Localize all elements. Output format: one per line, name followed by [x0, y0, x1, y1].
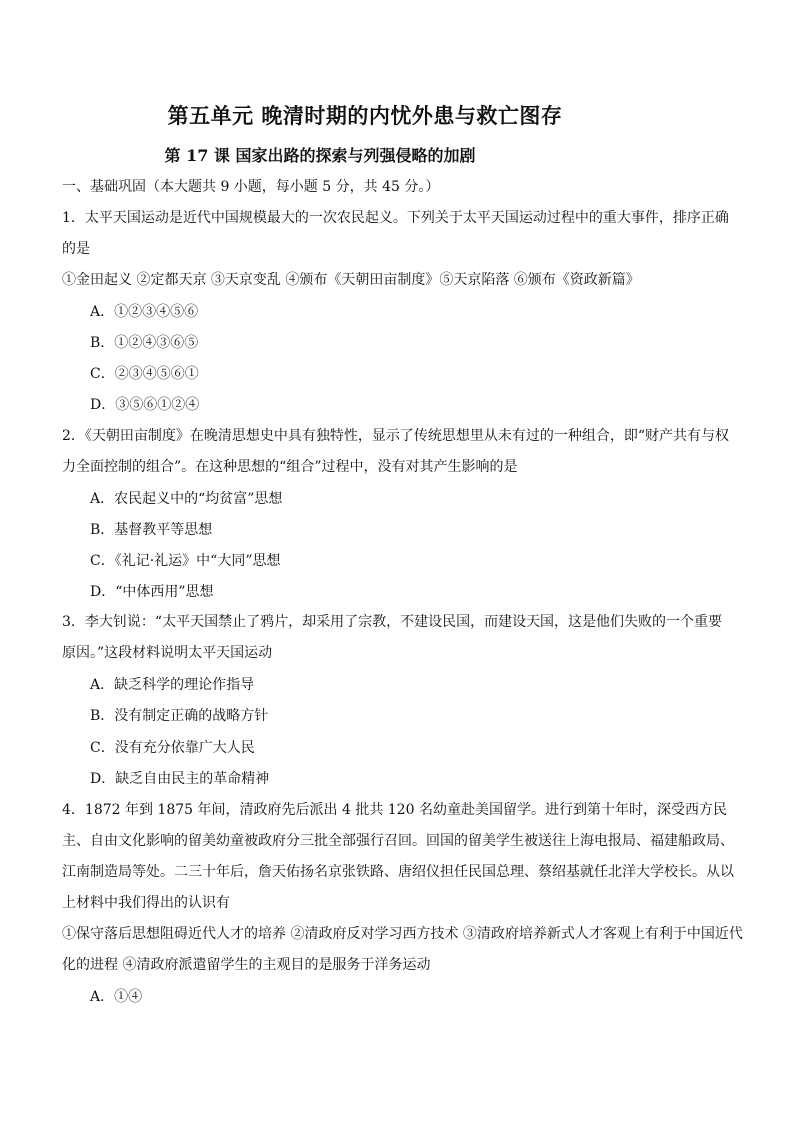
question-3-option-b: B．没有制定正确的战略方针 [90, 708, 269, 724]
question-1-option-c: C．②③④⑤⑥① [90, 366, 199, 382]
question-2-option-d: D．“中体西用”思想 [90, 584, 214, 600]
question-2-stem: 2．《天朝田亩制度》在晚清思想史中具有独特性，显示了传统思想里从未有过的一种组合，即“财产共有与权力全面控制的组合”。在这种思想的“组合”过程中，没有对其产生影响的是 [62, 428, 730, 475]
question-2-option-c: C．《礼记·礼运》中“大同”思想 [90, 553, 281, 569]
question-1-option-d: D．③⑤⑥①②④ [90, 397, 200, 413]
question-4-items: ①保守落后思想阻碍近代人才的培养 ②清政府反对学习西方技术 ③清政府培养新式人才客观上有利于中国近代化的进程 ④清政府派遣留学生的主观目的是服务于洋务运动 [62, 926, 743, 973]
question-2-option-a: A．农民起义中的“均贫富”思想 [90, 491, 283, 507]
question-4-stem: 4．1872 年到 1875 年间，清政府先后派出 4 批共 120 名幼童赴美国留学。进行到第十年时，深受西方民主、自由文化影响的留美幼童被政府分三批全部强行召回。回国的留美学生被送往上海电报局、福建船政局、江南制造局等处。二三十年后，詹天佑扬名京张铁路、唐绍仪担任民国总理、蔡绍基就任北洋大学校长。从以上材料中我们得出的认识有 [62, 802, 734, 911]
question-3-option-a: A．缺乏科学的理论作指导 [90, 677, 255, 693]
question-1-stem: 1．太平天国运动是近代中国规模最大的一次农民起义。下列关于太平天国运动过程中的重大事件，排序正确的是 [62, 210, 729, 257]
question-1-items: ①金田起义 ②定都天京 ③天京变乱 ④颁布《天朝田亩制度》⑤天京陷落 ⑥颁布《资政新篇》 [62, 272, 640, 288]
question-3-stem: 3．李大钊说：“太平天国禁止了鸦片，却采用了宗教，不建设民国，而建设天国，这是他们失败的一个重要原因。”这段材料说明太平天国运动 [62, 614, 723, 661]
unit-title: 第五单元 晚清时期的内忧外患与救亡图存 [167, 103, 563, 128]
question-2-option-b: B．基督教平等思想 [90, 522, 213, 538]
section-heading: 一、基础巩固（本大题共 9 小题，每小题 5 分，共 45 分。） [62, 179, 440, 195]
question-1-option-b: B．①②④③⑥⑤ [90, 335, 199, 351]
question-3-option-d: D．缺乏自由民主的革命精神 [90, 771, 270, 787]
question-3-option-c: C．没有充分依靠广大人民 [90, 740, 255, 756]
question-4-option-a: A．①④ [90, 989, 143, 1005]
lesson-title: 第 17 课 国家出路的探索与列强侵略的加剧 [164, 146, 476, 165]
question-1-option-a: A．①②③④⑤⑥ [90, 304, 199, 320]
